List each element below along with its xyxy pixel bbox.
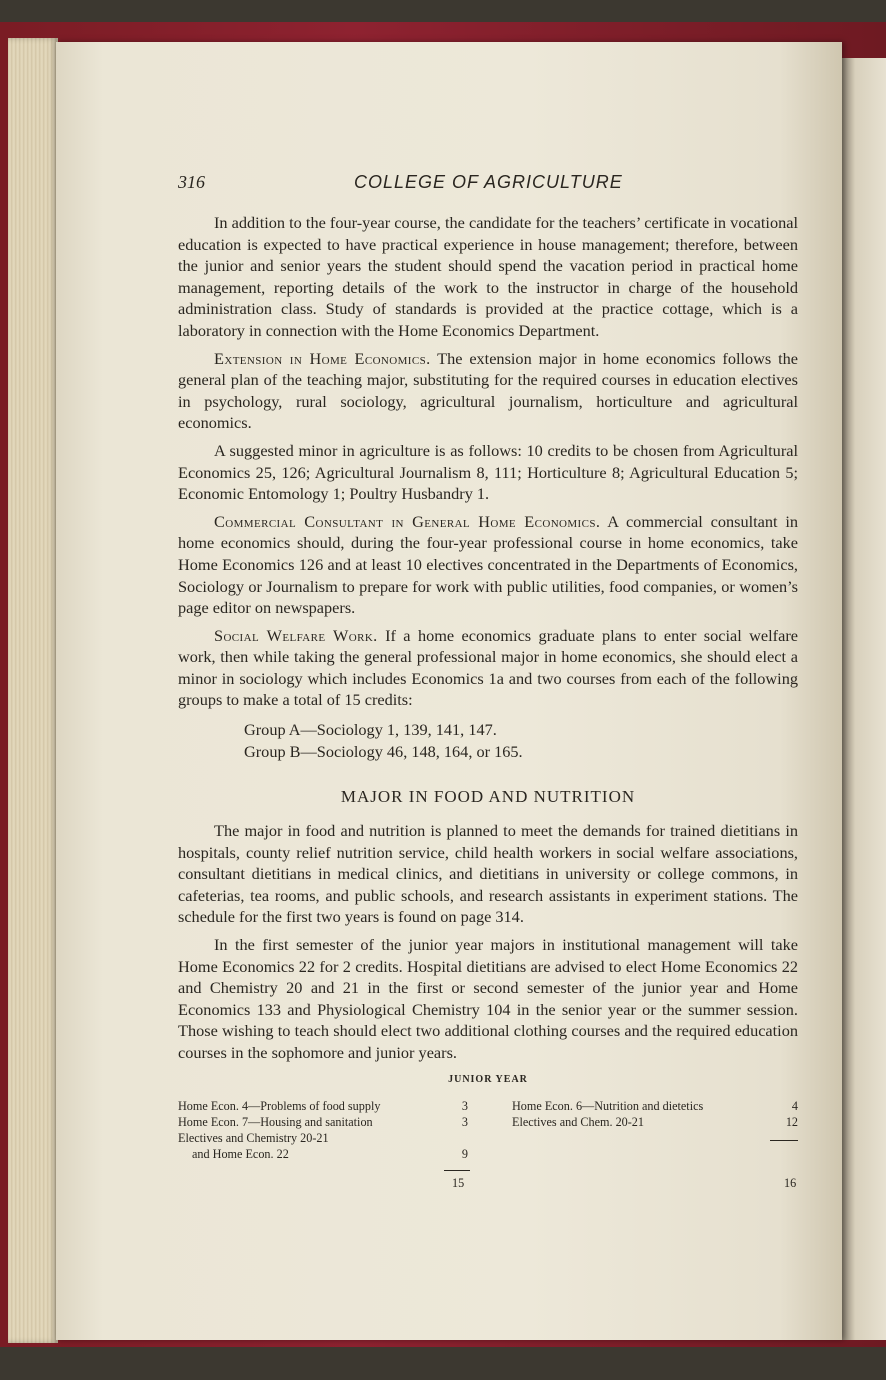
- schedule-row: [178, 1098, 468, 1114]
- paragraph-extension: [178, 348, 798, 434]
- total-credits-right: 16: [784, 1176, 797, 1190]
- body-text-block-2: [178, 820, 798, 1064]
- course-name: Electives and Chem. 20-21: [512, 1115, 644, 1129]
- extension-body: The extension major in home economics follows the general plan of the teaching major, substituting for the required courses in education electives in psychology, rural sociology, agricultural journalism, horticulture and agricultural economics.: [178, 348, 798, 433]
- schedule-row: [512, 1098, 798, 1114]
- commercial-body: A commercial consultant in home economics should, during the four-year professional course in home economics, take Home Economics 126 and at least 10 electives concentrated in the Departments of Economics, Sociology or Journalism to prepare for work with public utilities, food companies, or women’s page editor on newspapers.: [178, 511, 799, 618]
- paragraph-social-welfare: [178, 625, 798, 711]
- course-name: Home Econ. 6—Nutrition and dietetics: [512, 1099, 704, 1113]
- schedule-row: [178, 1146, 468, 1162]
- paragraph-suggested-minor: A suggested minor in agriculture is as follows: 10 credits to be chosen from Agricultural Economics 25, 126; Agricultural Journalism 8, 111; Horticulture 8; Agricultural Education 5; Economic Entomology 1; Poultry Husbandry 1.: [178, 440, 798, 504]
- schedule-left: [178, 1098, 468, 1162]
- course-credits: 12: [785, 1115, 798, 1129]
- schedule-row: [512, 1114, 798, 1130]
- extension-heading: Extension in Home Economics.: [214, 348, 431, 368]
- junior-year-label: JUNIOR YEAR: [448, 1074, 528, 1085]
- course-name: Home Econ. 7—Housing and sanitation: [178, 1115, 373, 1129]
- paragraph-house-management: In addition to the four-year course, the candidate for the teachers’ certificate in vocational education is expected to have practical experience in house management; therefore, between the junior and senior years the student should spend the vacation period in practical home management, reporting details of the work to the instructor in charge of the household administration class. Study of standards is provided at the practice cottage, which is a laboratory in connection with the Home Economics Department.: [178, 213, 798, 340]
- page-number: 316: [178, 172, 205, 192]
- paragraph-junior-semester: In the first semester of the junior year majors in institutional management will take Home Economics 22 for 2 credits. Hospital dietitians are advised to elect Home Economics 22 and Chemistry 20 and 21 in the first or second semester of the junior year and Home Economics 133 and Physiological Chemistry 104 in the senior year or the summer session. Those wishing to teach should elect two additional clothing courses and the required education courses in the sophomore and junior years.: [178, 934, 798, 1062]
- running-header: [178, 172, 798, 196]
- course-credits: 3: [461, 1099, 468, 1113]
- course-credits: 4: [791, 1099, 798, 1113]
- schedule-right: [512, 1098, 798, 1130]
- facing-page-edge: [842, 58, 886, 1340]
- commercial-heading: Commercial Consultant in General Home Economics.: [214, 511, 601, 531]
- course-credits: 3: [461, 1115, 468, 1129]
- group-list: [178, 719, 798, 762]
- total-rule-right: [770, 1140, 798, 1141]
- course-credits: 9: [461, 1147, 468, 1161]
- group-b: Group B—Sociology 46, 148, 164, or 165.: [244, 741, 523, 761]
- course-name: Electives and Chemistry 20-21: [178, 1131, 329, 1145]
- schedule-row: [178, 1114, 468, 1130]
- paragraph-commercial: [178, 511, 798, 619]
- social-body: If a home economics graduate plans to enter social welfare work, then while taking the general professional major in home economics, she should elect a minor in sociology which includes Economics 1a and two courses from each of the following groups to make a total of 15 credits:: [178, 625, 798, 710]
- paragraph-food-nutrition: The major in food and nutrition is planned to meet the demands for trained dietitians in hospitals, county relief nutrition service, child health workers in social welfare associations, consultant dietitians in medical clinics, and dietitians in university or college commons, in cafeterias, tea rooms, and public schools, and research assistants in experiment stations. The schedule for the first two years is found on page 314.: [178, 821, 798, 927]
- page-stack-edge: [8, 38, 58, 1343]
- course-name: Home Econ. 4—Problems of food supply: [178, 1099, 381, 1113]
- running-title: COLLEGE OF AGRICULTURE: [354, 172, 623, 192]
- body-text-block-1: [178, 212, 798, 762]
- group-a: Group A—Sociology 1, 139, 141, 147.: [244, 720, 497, 740]
- total-credits-left: 15: [452, 1176, 465, 1190]
- schedule-row: [178, 1130, 468, 1146]
- course-name: and Home Econ. 22: [192, 1147, 289, 1161]
- total-rule-left: [444, 1170, 470, 1171]
- section-heading: MAJOR IN FOOD AND NUTRITION: [340, 787, 636, 806]
- social-heading: Social Welfare Work.: [214, 625, 378, 645]
